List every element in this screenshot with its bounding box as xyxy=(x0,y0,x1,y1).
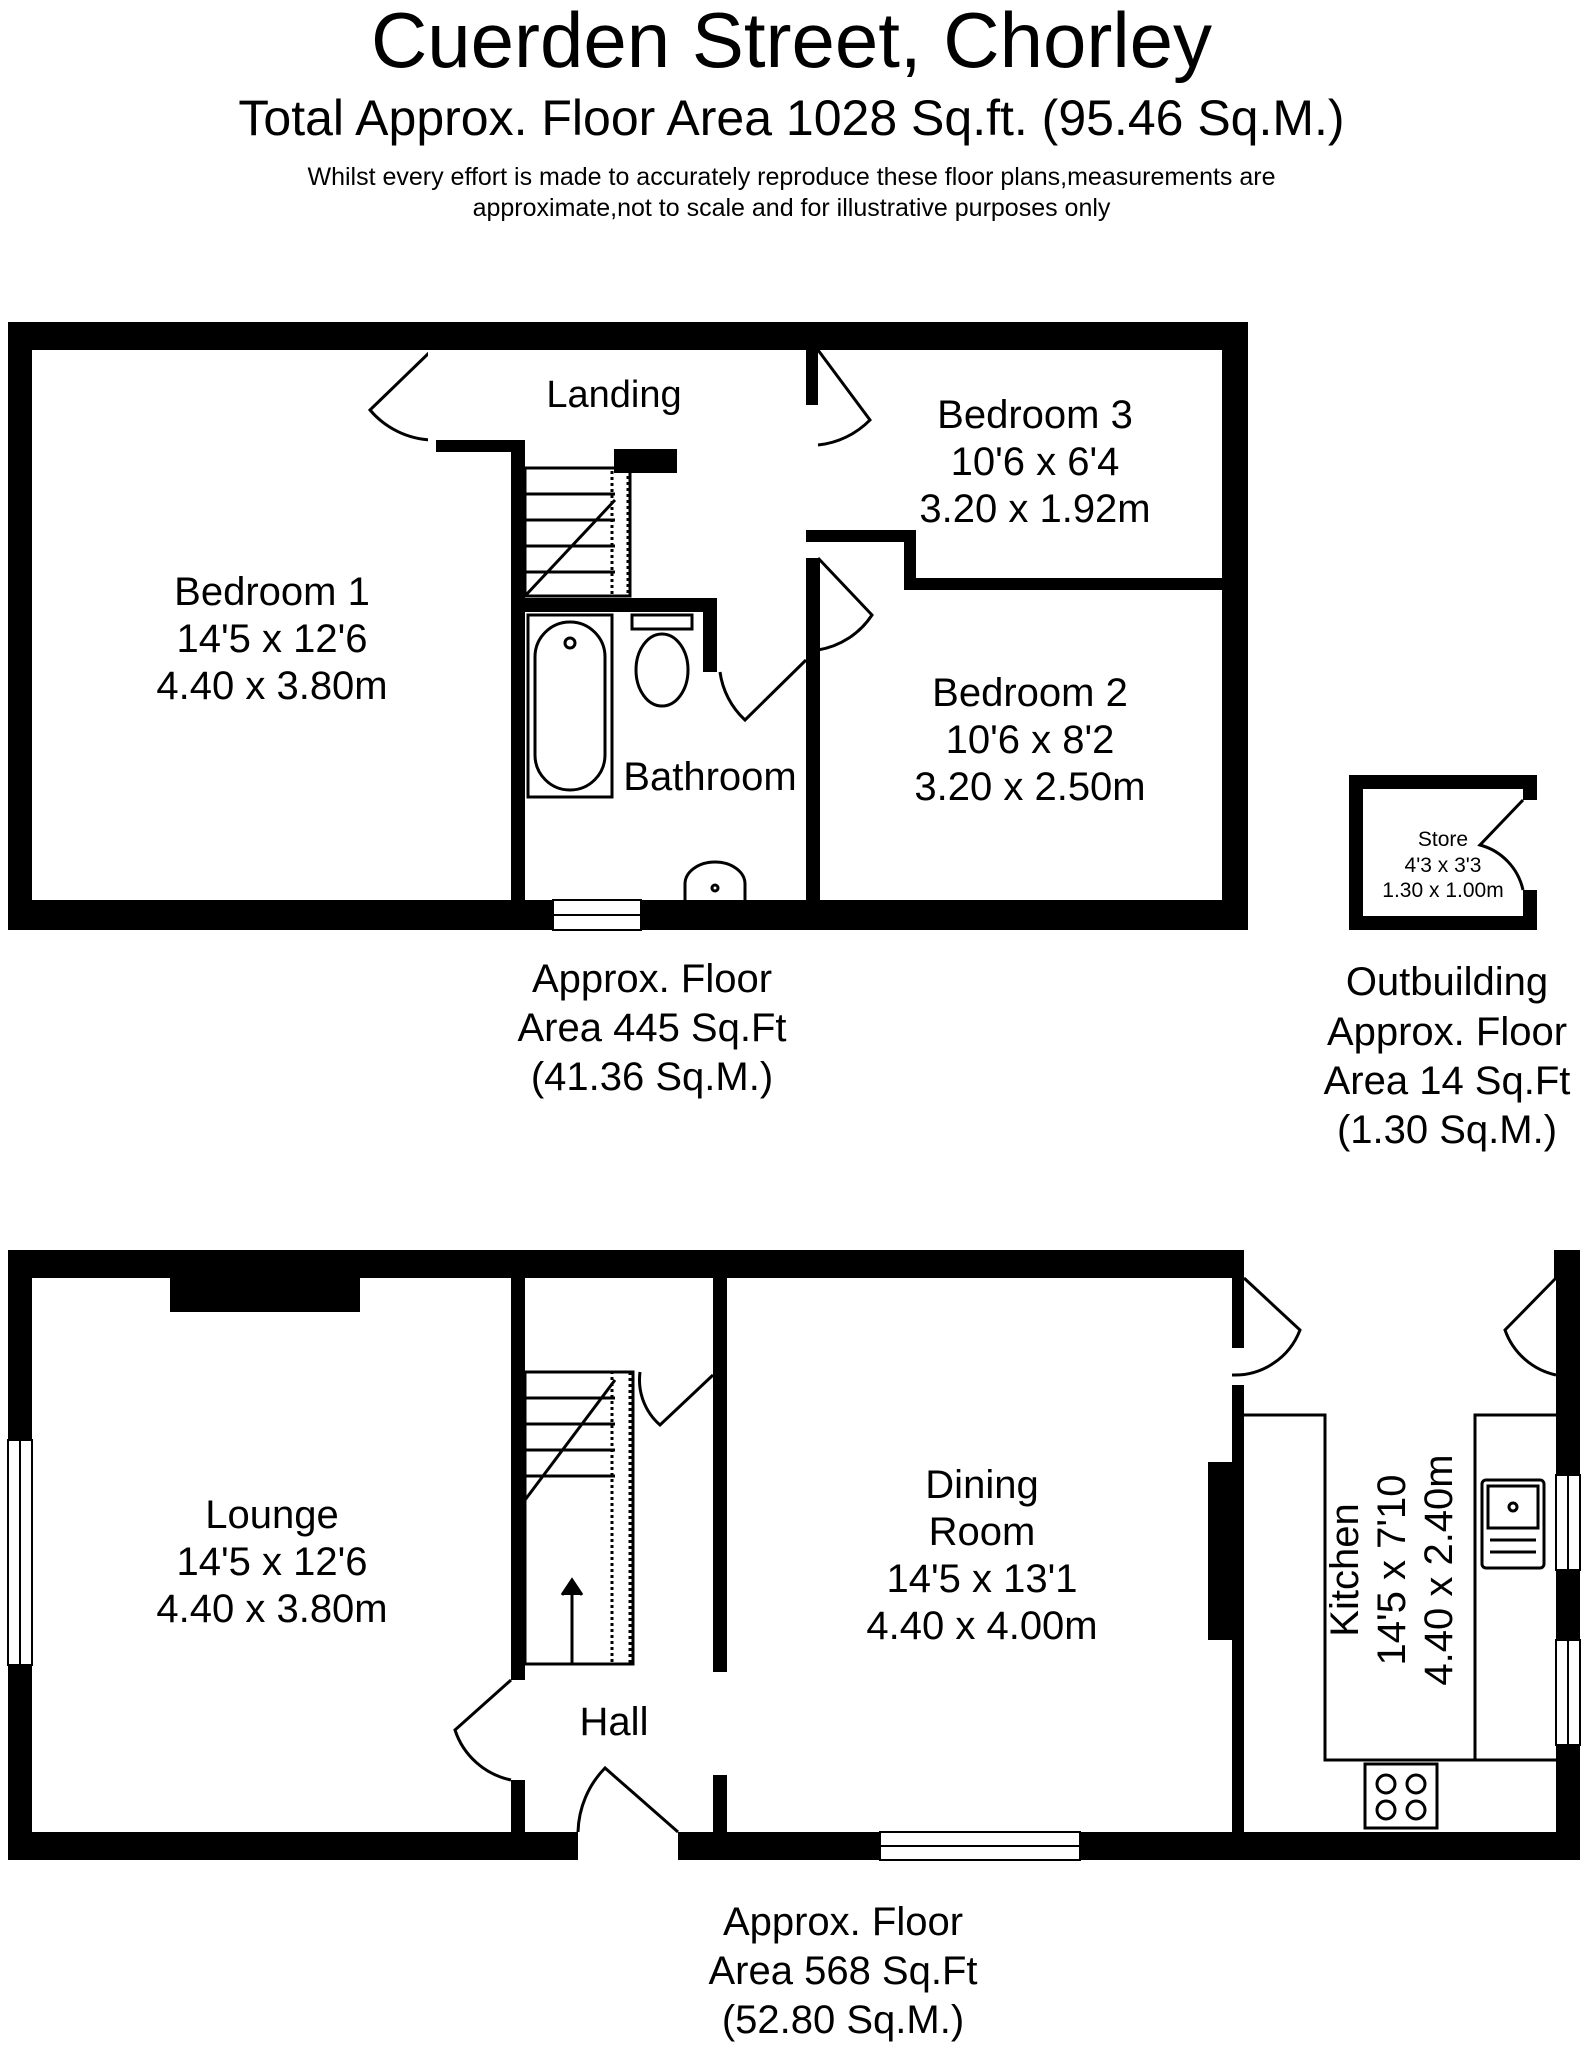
toilet-icon xyxy=(632,615,692,706)
outbuilding-area-line-3: Area 14 Sq.Ft xyxy=(1323,1059,1571,1103)
dining-metric: 4.40 x 4.00m xyxy=(866,1604,1098,1648)
lounge-window xyxy=(8,1440,32,1665)
bathroom-label: Bathroom xyxy=(623,755,797,799)
bedroom1-imperial: 14'5 x 12'6 xyxy=(176,617,368,661)
bedroom3-name: Bedroom 3 xyxy=(937,393,1133,437)
bathroom-door xyxy=(720,660,806,720)
understairs-door xyxy=(639,1372,713,1425)
bathroom-window xyxy=(553,900,641,930)
store-imperial: 4'3 x 3'3 xyxy=(1404,854,1482,877)
disclaimer-line-2: approximate,not to scale and for illustrative purposes only xyxy=(472,194,1111,222)
bedroom3-imperial: 10'6 x 6'4 xyxy=(950,440,1120,484)
bedroom3-metric: 3.20 x 1.92m xyxy=(919,487,1151,531)
store-metric: 1.30 x 1.00m xyxy=(1382,879,1504,902)
bedroom2-metric: 3.20 x 2.50m xyxy=(914,765,1146,809)
hall-label: Hall xyxy=(579,1700,649,1744)
ground-floor-area-line-2: Area 568 Sq.Ft xyxy=(708,1949,978,1993)
store-name: Store xyxy=(1417,828,1469,851)
lounge-metric: 4.40 x 3.80m xyxy=(156,1587,388,1631)
bedroom1-label xyxy=(156,570,387,708)
kitchen-name: Kitchen xyxy=(1323,1503,1367,1637)
ground-floor-area-line-3: (52.80 Sq.M.) xyxy=(721,1998,965,2042)
outbuilding-area-line-2: Approx. Floor xyxy=(1326,1010,1568,1054)
landing-label: Landing xyxy=(546,374,682,416)
total-floor-area: Total Approx. Floor Area 1028 Sq.ft. (95.46 Sq.M.) xyxy=(238,90,1345,146)
first-floor-area-line-2: Area 445 Sq.Ft xyxy=(517,1006,787,1050)
kitchen-imperial: 14'5 x 7'10 xyxy=(1370,1474,1414,1666)
outbuilding-area-line-1: Outbuilding xyxy=(1345,960,1549,1004)
front-door xyxy=(578,1768,678,1832)
lounge-imperial: 14'5 x 12'6 xyxy=(176,1540,368,1584)
kitchen-doors xyxy=(1232,1250,1556,1375)
bedroom1-door xyxy=(370,350,436,460)
dining-room-label xyxy=(866,1463,1097,1648)
first-floor-area-line-1: Approx. Floor xyxy=(531,957,773,1001)
bedroom3-door xyxy=(818,350,870,445)
lounge-name: Lounge xyxy=(205,1493,339,1537)
bedroom2-label xyxy=(914,671,1145,809)
disclaimer-line-1: Whilst every effort is made to accurately reproduce these floor plans,measurements are xyxy=(307,163,1276,191)
first-floor-staircase xyxy=(525,468,630,596)
kitchen-metric: 4.40 x 2.40m xyxy=(1417,1454,1461,1686)
plan-title: Cuerden Street, Chorley xyxy=(370,0,1213,84)
first-floor-area xyxy=(517,957,786,1099)
store-door xyxy=(1480,800,1523,890)
first-floor-plan xyxy=(8,322,1248,1099)
bedroom2-name: Bedroom 2 xyxy=(932,671,1128,715)
outbuilding-area xyxy=(1324,960,1571,1152)
store-door-opening xyxy=(1523,800,1537,890)
store-walls xyxy=(1349,775,1537,930)
dining-imperial: 14'5 x 13'1 xyxy=(886,1557,1078,1601)
bedroom2-door xyxy=(818,558,872,650)
outbuilding-plan xyxy=(1324,775,1571,1152)
outbuilding-area-line-4: (1.30 Sq.M.) xyxy=(1336,1108,1558,1152)
dining-name-line-1: Dining xyxy=(925,1463,1039,1507)
basin-icon xyxy=(685,862,745,900)
kitchen-label xyxy=(1323,1454,1461,1685)
bedroom1-name: Bedroom 1 xyxy=(174,570,370,614)
kitchen-sink-icon xyxy=(1482,1480,1544,1568)
ground-floor-plan xyxy=(8,1250,1580,2042)
bedroom3-label xyxy=(919,393,1150,531)
dining-window xyxy=(880,1832,1080,1860)
ground-floor-staircase xyxy=(525,1372,633,1664)
lounge-door xyxy=(455,1680,511,1780)
first-floor-area-line-3: (41.36 Sq.M.) xyxy=(530,1055,774,1099)
hob-icon xyxy=(1365,1764,1437,1828)
lounge-label xyxy=(156,1493,387,1631)
bedroom1-metric: 4.40 x 3.80m xyxy=(156,664,388,708)
bedroom2-imperial: 10'6 x 8'2 xyxy=(945,718,1115,762)
dining-name-line-2: Room xyxy=(928,1510,1036,1554)
bath-icon xyxy=(528,615,612,797)
ground-floor-area-line-1: Approx. Floor xyxy=(722,1900,964,1944)
ground-floor-area xyxy=(708,1900,977,2042)
